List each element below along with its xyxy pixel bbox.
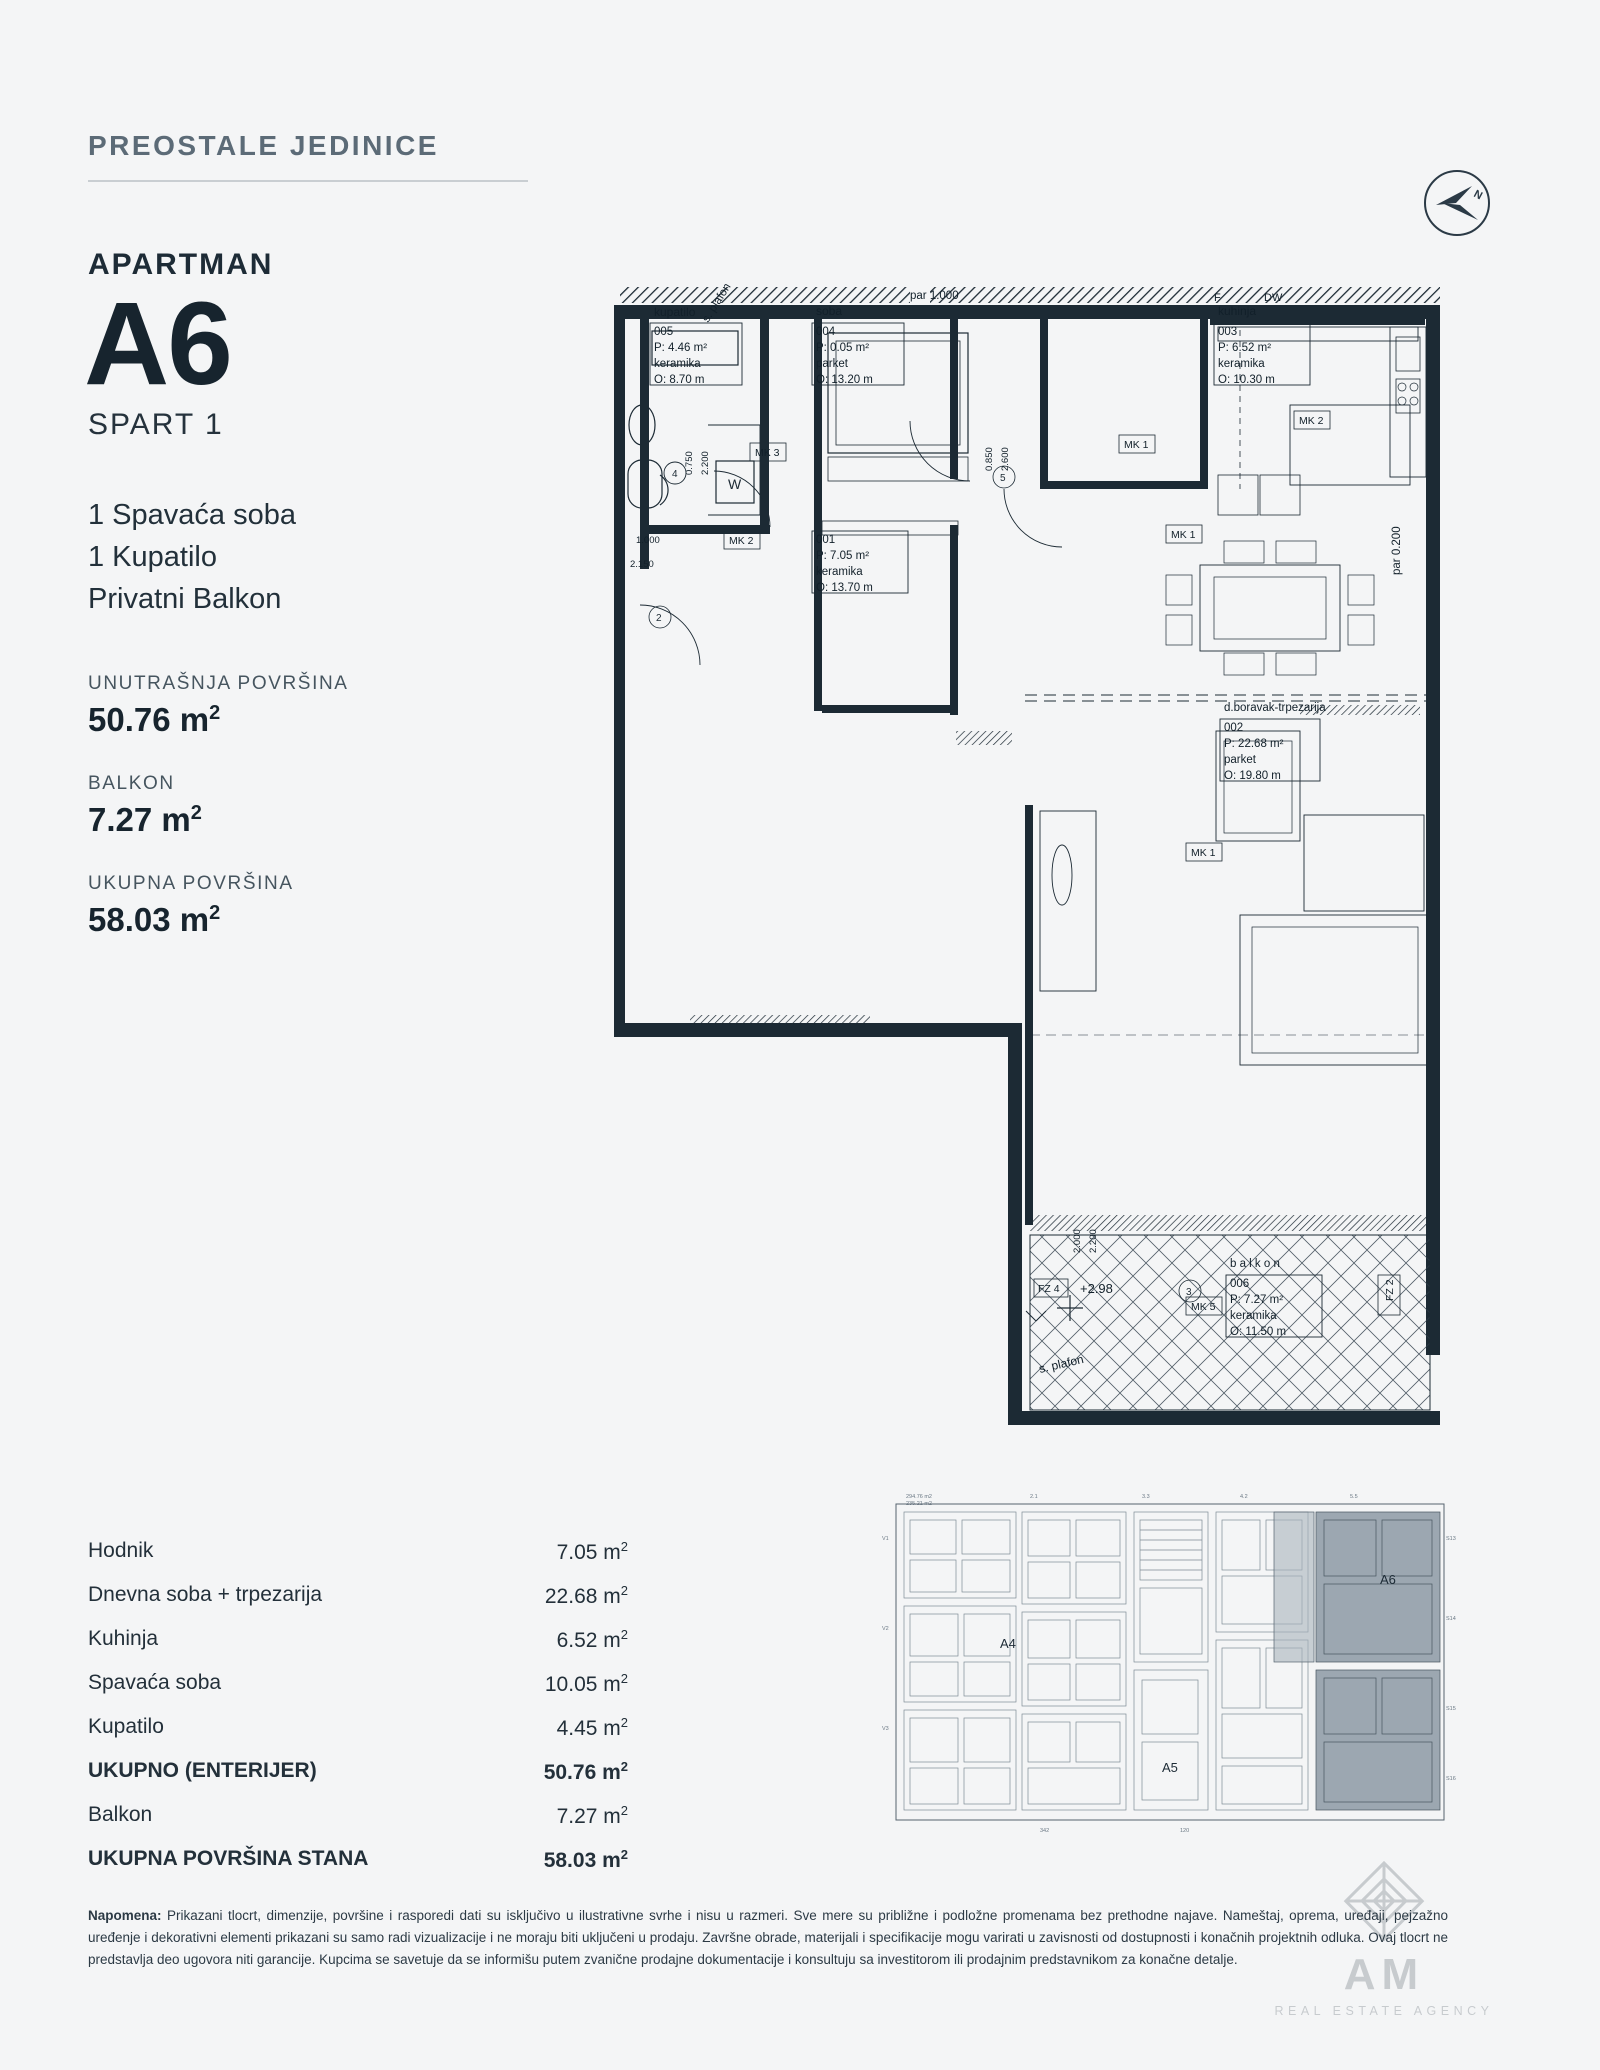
disclaimer-lead: Napomena: (88, 1908, 162, 1923)
svg-text:S16: S16 (1446, 1776, 1456, 1782)
row-name: UKUPNA POVRŠINA STANA (88, 1847, 369, 1870)
row-value: 10.05 $m^2$ (544, 1671, 628, 1696)
svg-text:FZ 2: FZ 2 (1384, 1279, 1396, 1301)
logo-tagline: REAL ESTATE AGENCY (1274, 2004, 1494, 2018)
svg-text:W: W (728, 476, 742, 492)
total-area-value: 58.03 $m^2$ (88, 900, 221, 938)
svg-text:V1: V1 (882, 1536, 889, 1542)
svg-text:001: 001 (816, 534, 836, 546)
row-value: 7.05 $m^2$ (556, 1539, 628, 1564)
logo-name: AM (1343, 1950, 1425, 1999)
agency-logo (1264, 1859, 1504, 2018)
svg-text:V3: V3 (882, 1726, 889, 1732)
svg-text:s. plafon: s. plafon (700, 281, 734, 325)
svg-text:S14: S14 (1446, 1616, 1456, 1622)
svg-text:5.5: 5.5 (1350, 1494, 1358, 1500)
row-name: Kuhinja (88, 1627, 159, 1650)
svg-text:keramika: keramika (1230, 1310, 1277, 1322)
row-value: 7.27 $m^2$ (556, 1803, 628, 1828)
svg-text:3: 3 (1186, 1287, 1192, 1298)
page-header (88, 130, 1512, 182)
svg-text:2: 2 (656, 613, 662, 624)
room-label-hodnik (812, 531, 908, 594)
table-row (88, 1662, 628, 1706)
svg-text:005: 005 (654, 326, 674, 338)
svg-text:keramika: keramika (654, 358, 701, 370)
svg-text:keramika: keramika (1218, 358, 1265, 370)
feature-balcony: Privatni Balkon (88, 583, 282, 616)
floor-plan (600, 275, 1460, 1455)
balcony-area-value: 7.27 $m^2$ (88, 800, 202, 838)
svg-text:2.200: 2.200 (700, 451, 711, 475)
svg-text:MK 1: MK 1 (1124, 439, 1149, 451)
header-divider (88, 180, 528, 182)
svg-text:O: 19.80 m: O: 19.80 m (1224, 770, 1281, 782)
area-summary (88, 673, 568, 939)
svg-text:MK 2: MK 2 (729, 535, 754, 547)
svg-text:s. plafon: s. plafon (1037, 1352, 1085, 1376)
row-value: 50.76 $m^2$ (543, 1759, 628, 1784)
svg-text:0.750: 0.750 (684, 451, 695, 475)
svg-text:120: 120 (1180, 1828, 1190, 1834)
svg-text:d.boravak-trpezarija: d.boravak-trpezarija (1224, 702, 1326, 714)
apartment-summary (84, 248, 568, 973)
svg-text:par 0.200: par 0.200 (1391, 526, 1403, 575)
svg-text:kuhinja: kuhinja (1218, 304, 1257, 318)
row-value: 6.52 $m^2$ (556, 1627, 628, 1652)
svg-text:MK 1: MK 1 (1191, 847, 1216, 859)
svg-text:MK 1: MK 1 (1171, 529, 1196, 541)
svg-text:kupatilo: kupatilo (654, 305, 696, 319)
svg-text:2.200: 2.200 (1088, 1229, 1099, 1253)
svg-text:parket: parket (1224, 754, 1256, 766)
table-row (88, 1706, 628, 1750)
apartment-subtitle: SPART 1 (88, 408, 224, 442)
area-schedule-table (88, 1530, 628, 1882)
page-title: PREOSTALE JEDINICE (88, 130, 439, 161)
svg-text:294.76 m2: 294.76 m2 (906, 1494, 932, 1500)
table-row (88, 1530, 628, 1574)
svg-text:P: 4.46 m²: P: 4.46 m² (654, 342, 708, 354)
svg-text:004: 004 (816, 326, 836, 338)
svg-text:003: 003 (1218, 326, 1238, 338)
apartment-label: APARTMAN (88, 248, 274, 281)
svg-text:O: 10.30 m: O: 10.30 m (1218, 374, 1275, 386)
svg-text:P: 22.68 m²: P: 22.68 m² (1224, 738, 1284, 750)
svg-text:235.21 m2: 235.21 m2 (906, 1501, 932, 1507)
svg-text:V2: V2 (882, 1626, 889, 1632)
key-plan (880, 1480, 1460, 1840)
disclaimer-text: Prikazani tlocrt, dimenzije, površine i rasporedi dati su isključivo u ilustrativne svrhe i nisu u razmeri. Sve mere su približne i podložne promenama bez prethodne najave. Nameštaj, oprema, uređaji, pejzažno uređenje i dekorativni elementi prikazani su samo radi vizualizacije i ne moraju biti uključeni u prodaju. Završne obrade, materijali i specifikacije mogu varirati u zavisnosti od dostupnosti i konačnih projektnih odluka. Ovaj tlocrt ne predstavlja deo ugovora niti garancije. Kupcima se savetuje da se informišu putem zvanične prodajne dokumentacije i konsultuju sa investitorom ili prodajnim predstavnikom za konačne detalje. (88, 1908, 1448, 1967)
svg-text:parket: parket (816, 358, 848, 370)
svg-text:MK 5: MK 5 (1191, 1301, 1216, 1313)
svg-text:soba: soba (816, 304, 843, 318)
svg-text:b a l k o n: b a l k o n (1230, 1258, 1280, 1270)
svg-text:O: 13.20 m: O: 13.20 m (816, 374, 873, 386)
svg-text:006: 006 (1230, 1278, 1250, 1290)
svg-text:par 1.000: par 1.000 (910, 290, 959, 302)
feature-bedrooms: 1 Spavaća soba (88, 499, 296, 532)
svg-text:FZ 4: FZ 4 (1038, 1283, 1060, 1295)
keyplan-label-a6: A6 (1380, 1572, 1396, 1587)
svg-text:2.150: 2.150 (630, 559, 654, 570)
keyplan-label-a5: A5 (1162, 1760, 1178, 1775)
svg-text:O: 11.50 m: O: 11.50 m (1230, 1326, 1287, 1338)
row-value: 22.68 $m^2$ (544, 1583, 628, 1608)
keyplan-label-a4: A4 (1000, 1636, 1016, 1651)
svg-text:O: 13.70 m: O: 13.70 m (816, 582, 873, 594)
disclaimer (88, 1905, 1448, 1971)
svg-text:342: 342 (1040, 1828, 1050, 1834)
svg-text:DW: DW (1264, 292, 1283, 304)
apartment-code: A6 (84, 278, 231, 410)
svg-text:MK 2: MK 2 (1299, 415, 1324, 427)
svg-text:2.600: 2.600 (1000, 447, 1011, 471)
table-row (88, 1618, 628, 1662)
diamond-lattice-logo-icon (1342, 1859, 1426, 1943)
svg-text:2.1: 2.1 (1030, 1494, 1038, 1500)
svg-text:+2.98: +2.98 (1080, 1281, 1113, 1296)
svg-text:P: 7.05 m²: P: 7.05 m² (816, 550, 870, 562)
svg-text:P: 7.27 m²: P: 7.27 m² (1230, 1294, 1284, 1306)
balcony-area-label: BALKON (88, 772, 175, 794)
svg-text:002: 002 (1224, 722, 1244, 734)
svg-text:4: 4 (672, 469, 678, 480)
feature-bathrooms: 1 Kupatilo (88, 541, 217, 574)
svg-text:0.850: 0.850 (984, 447, 995, 471)
svg-text:P: 6.52 m²: P: 6.52 m² (1218, 342, 1272, 354)
table-row (88, 1794, 628, 1838)
row-name: Kupatilo (88, 1715, 164, 1738)
interior-area-value: 50.76 $m^2$ (88, 700, 221, 738)
svg-text:keramika: keramika (816, 566, 863, 578)
svg-text:3.3: 3.3 (1142, 1494, 1150, 1500)
svg-text:5: 5 (1000, 473, 1006, 484)
row-name: Balkon (88, 1803, 153, 1826)
row-name: Spavaća soba (88, 1671, 222, 1694)
row-value: 58.03 $m^2$ (543, 1847, 628, 1872)
svg-text:F: F (1214, 292, 1221, 304)
svg-text:P: 0.05 m²: P: 0.05 m² (816, 342, 870, 354)
svg-text:MK 3: MK 3 (755, 447, 780, 459)
total-area-label: UKUPNA POVRŠINA (88, 872, 294, 894)
table-row (88, 1574, 628, 1618)
svg-text:S13: S13 (1446, 1536, 1456, 1542)
svg-text:1.000: 1.000 (636, 535, 660, 546)
compass-north-icon (1424, 170, 1490, 236)
svg-text:O: 8.70 m: O: 8.70 m (654, 374, 705, 386)
interior-area-label: UNUTRAŠNJA POVRŠINA (88, 672, 349, 694)
row-name: UKUPNO (ENTERIJER) (88, 1759, 317, 1782)
table-row-total-interior (88, 1750, 628, 1794)
row-name: Dnevna soba + trpezarija (88, 1583, 323, 1606)
table-row-total (88, 1838, 628, 1882)
svg-text:S15: S15 (1446, 1706, 1456, 1712)
row-value: 4.45 $m^2$ (556, 1715, 628, 1740)
svg-text:4.2: 4.2 (1240, 1494, 1248, 1500)
svg-text:N: N (1471, 188, 1485, 203)
svg-text:2.000: 2.000 (1072, 1229, 1083, 1253)
row-name: Hodnik (88, 1539, 154, 1562)
